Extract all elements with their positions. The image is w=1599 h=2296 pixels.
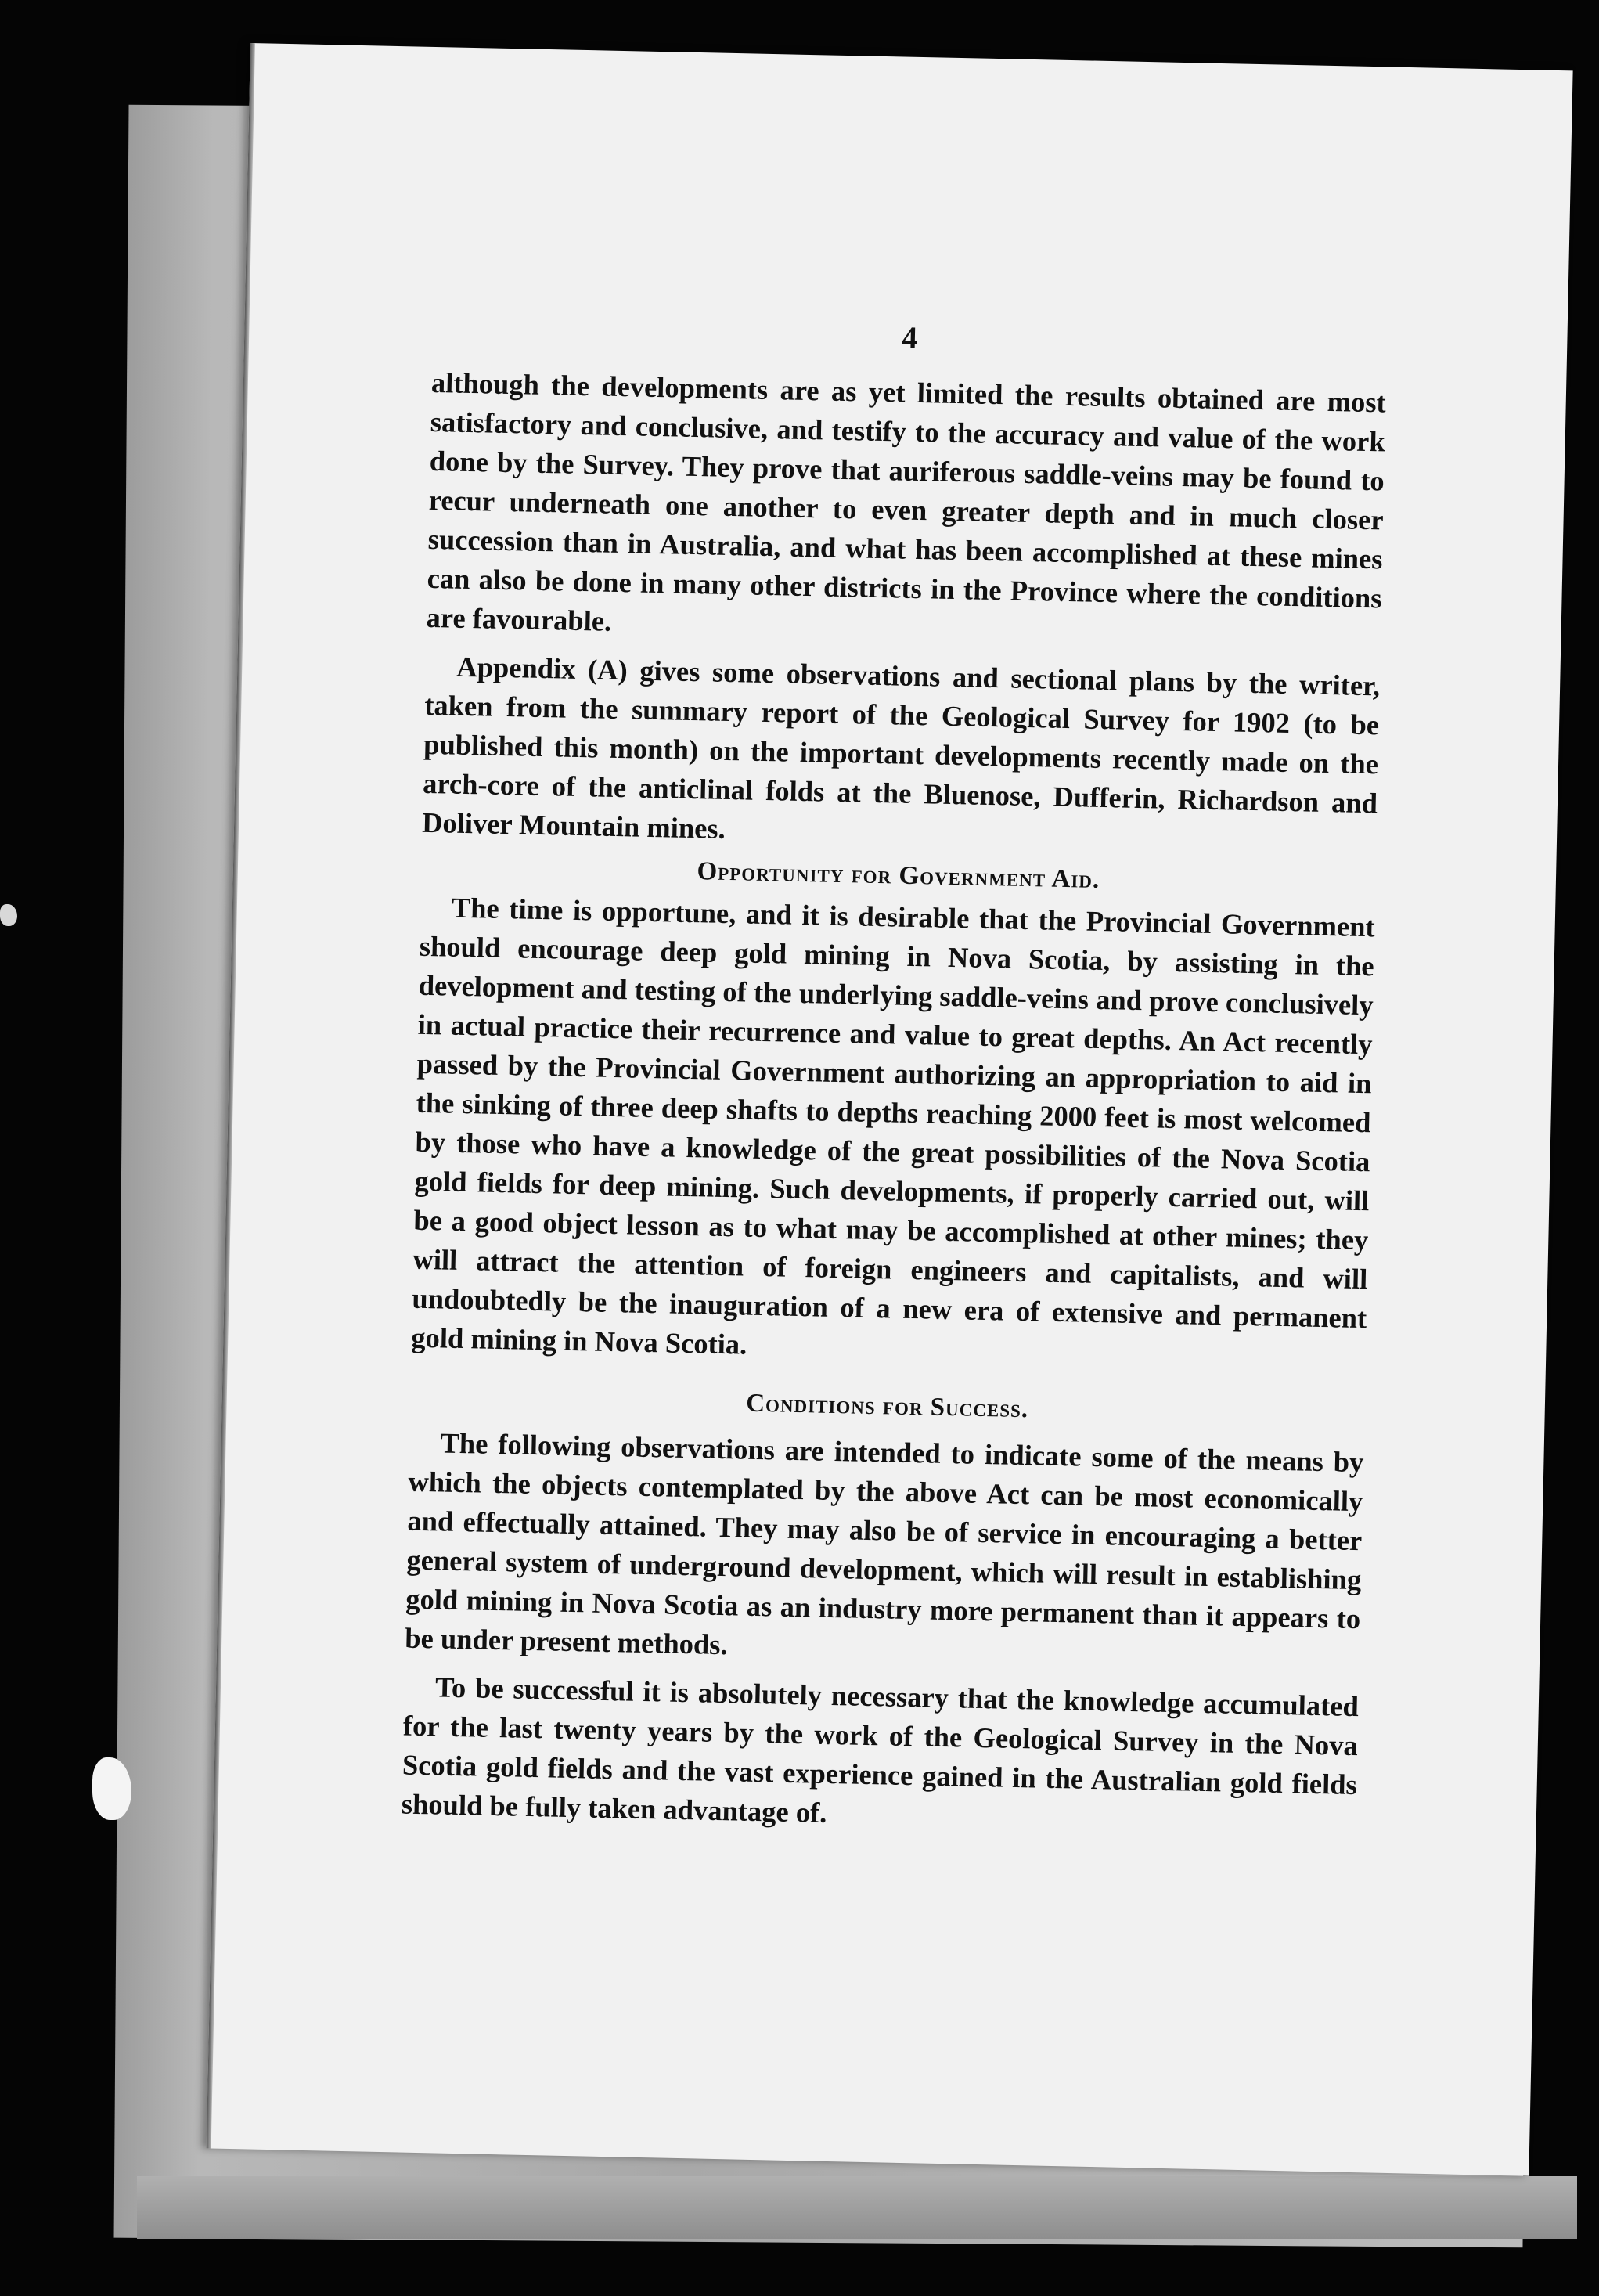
backing-sheet-edge <box>137 2176 1577 2239</box>
section-heading-conditions: Conditions for Success. <box>745 1389 1029 1424</box>
paragraph-success: To be successful it is absolutely necessary that the knowledge accumulated for the last twenty years by the work of the Geological Survey in the Nova Scotia gold fields and the vast experience gained in the Australian gold fields should be fully taken advantage of. <box>401 1671 1360 1829</box>
paragraph-appendix: Appendix (A) gives some observations and sectional plans by the writer, taken from the summary report of the Geological Survey for 1902 (to be published this month) on the important developments recently made on the arch-core of the anticlinal folds at the Bluenose, Dufferin, Richardson and Doliver Mountain mines. <box>421 650 1381 845</box>
page-number: 4 <box>901 319 918 355</box>
paragraph-observations: The following observations are intended to indicate some of the means by which the objects contemplated by the above Act can be most economically and effectually attained. They may also be of service in encouraging a better general system of underground development, which will result in establishing gold mining in Nova Scotia as an industry more permanent than it appears to be under present methods. <box>404 1426 1364 1661</box>
page-content <box>401 309 1387 1844</box>
paragraph-government-aid: The time is opportune, and it is desirable that the Provincial Government should encourage deep gold mining in Nova Scotia, by assisting in the development and testing of the underlying saddle-veins and prove conclusively in actual practice their recurrence and value to great depths. An Act recently passed by the Provincial Government authorizing an appropriation to aid in the sinking of three deep shafts to depths reaching 2000 feet is most welcomed by those who have a knowledge of the great possibilities of the Nova Scotia gold fields for deep mining. Such developments, if properly carried out, will be a good object lesson as to what may be accomplished at other mines; they will attract the attention of foreign engineers and capitalists, and will undoubtedly be the inauguration of a new era of extensive and permanent gold mining in Nova Scotia. <box>410 891 1376 1361</box>
paragraph-continuation: although the developments are as yet limited the results obtained are most satisfactory and conclusive, and testify to the accuracy and value of the work done by the Survey. They prove that auriferous saddle-veins may be found to recur underneath one another to even greater depth and in much closer succession than in Australia, and what has been accomplished at these mines can also be done in many other districts in the Province where the conditions are favourable. <box>426 366 1387 637</box>
section-heading-government-aid: Opportunity for Government Aid. <box>697 857 1100 894</box>
document-page <box>207 43 1573 2176</box>
scan-speck <box>0 904 17 926</box>
